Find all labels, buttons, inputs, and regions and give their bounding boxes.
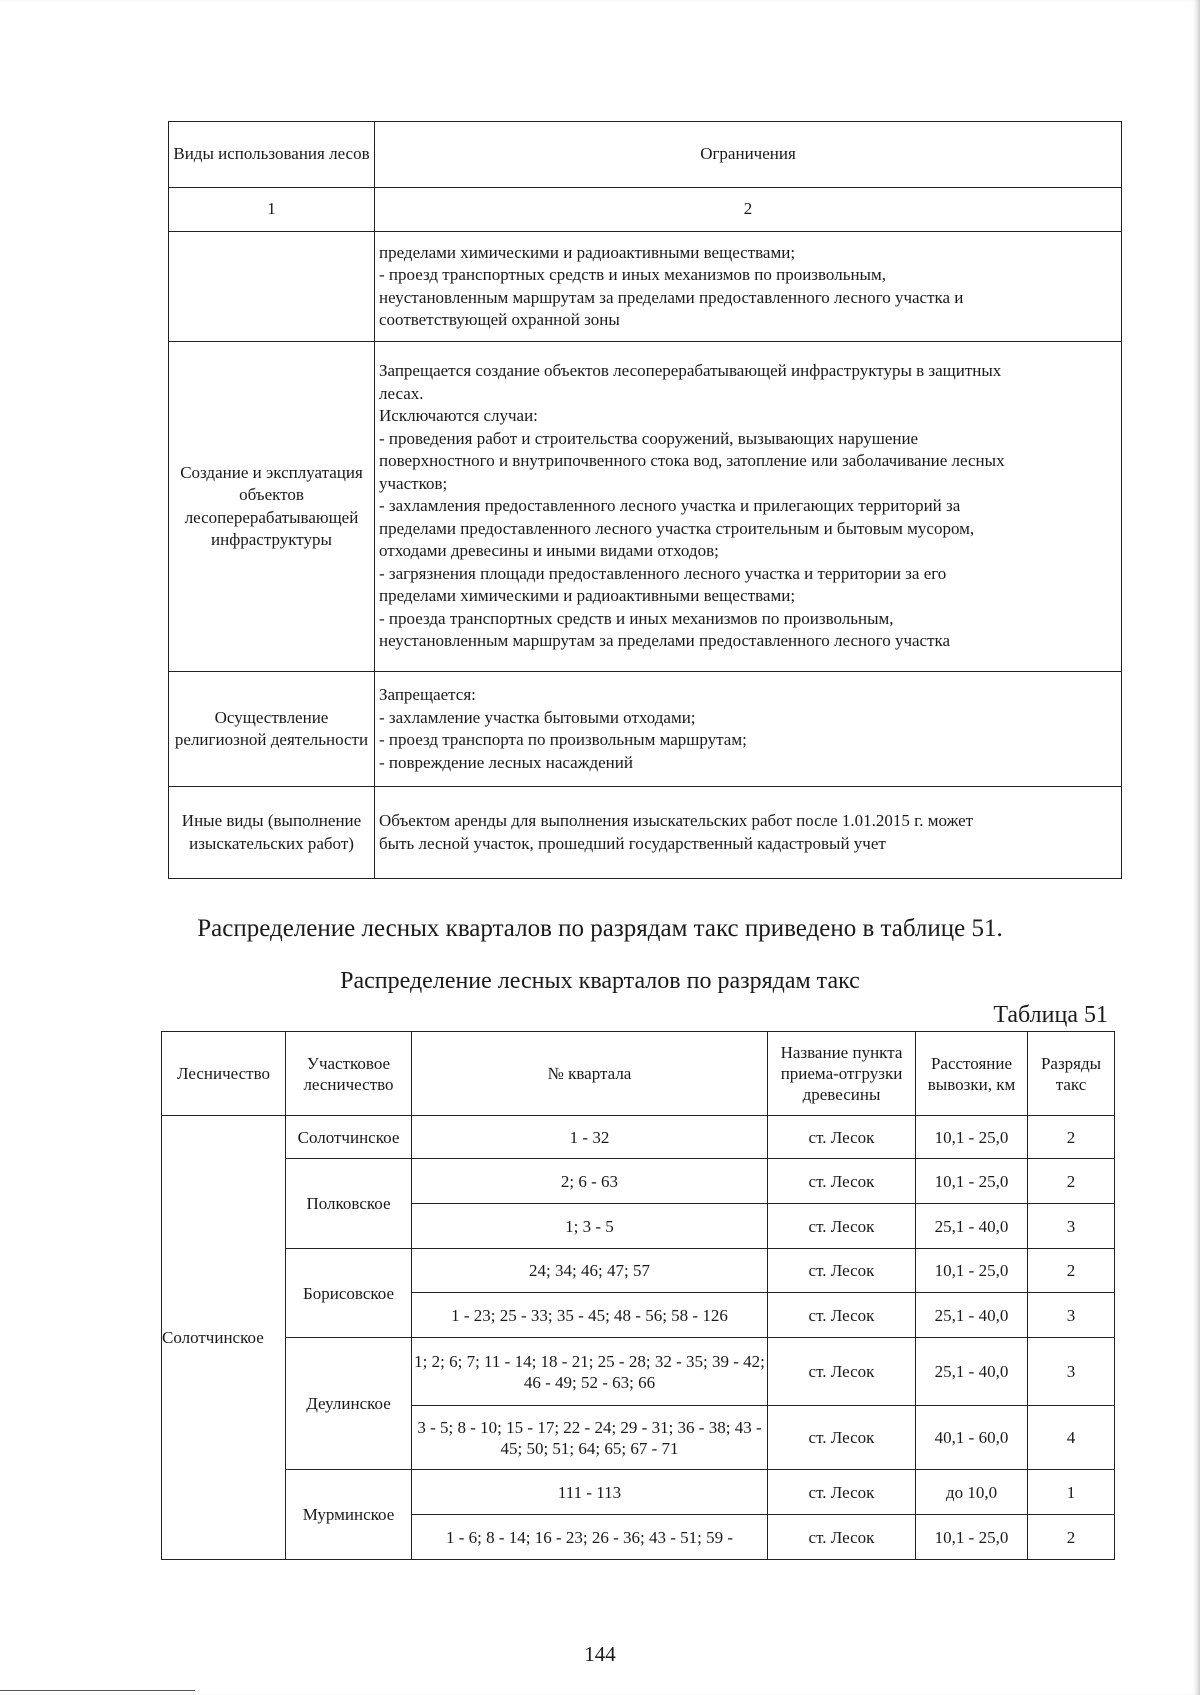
rank-cell: 3 xyxy=(1028,1293,1115,1338)
restriction-line: - проезда транспортных средств и иных механизмов по произвольным, xyxy=(379,608,894,628)
restriction-line: - проезд транспортных средств и иных механизмов по произвольным, xyxy=(379,265,886,284)
restriction-line: - захламления предоставленного лесного участка и прилегающих территорий за xyxy=(379,496,961,516)
header-tax-rank: Разряды такс xyxy=(1028,1032,1115,1116)
distance-cell: 25,1 - 40,0 xyxy=(916,1293,1028,1338)
footer-divider xyxy=(0,1690,195,1691)
distance-cell: 10,1 - 25,0 xyxy=(916,1159,1028,1204)
usage-type-cell: Создание и эксплуатация объектов лесоперерабатывающей инфраструктуры xyxy=(169,342,375,672)
header-distance: Расстояние вывозки, км xyxy=(916,1032,1028,1116)
quarters-cell: 1; 3 - 5 xyxy=(412,1204,768,1249)
tax-rank-table xyxy=(161,1031,1115,1560)
restriction-line: отходами древесины и иными видами отходов; xyxy=(379,541,719,561)
restriction-cell xyxy=(375,672,1122,787)
restriction-line: - повреждение лесных насаждений xyxy=(379,752,633,772)
forestry-cell: Солотчинское xyxy=(162,1116,286,1560)
distance-cell: 25,1 - 40,0 xyxy=(916,1338,1028,1406)
restriction-line: Запрещается создание объектов лесоперерабатывающей инфраструктуры в защитных xyxy=(379,361,1002,381)
usage-type-cell: Иные виды (выполнение изыскательских работ) xyxy=(169,787,375,879)
quarters-cell: 1; 2; 6; 7; 11 - 14; 18 - 21; 25 - 28; 32 - 35; 39 - 42; 46 - 49; 52 - 63; 66 xyxy=(412,1338,768,1406)
quarters-cell: 1 - 32 xyxy=(412,1116,768,1159)
intro-sentence: Распределение лесных кварталов по разрядам такс приведено в таблице 51. xyxy=(197,915,1003,942)
loading-point-cell: ст. Лесок xyxy=(768,1249,916,1293)
rank-cell: 2 xyxy=(1028,1515,1115,1560)
distance-cell: 40,1 - 60,0 xyxy=(916,1406,1028,1470)
table-row xyxy=(162,1249,1115,1293)
col-number-2: 2 xyxy=(375,188,1122,232)
loading-point-cell: ст. Лесок xyxy=(768,1204,916,1249)
quarters-cell: 2; 6 - 63 xyxy=(412,1159,768,1204)
quarters-cell: 1 - 6; 8 - 14; 16 - 23; 26 - 36; 43 - 51; 59 - xyxy=(412,1515,768,1560)
loading-point-cell: ст. Лесок xyxy=(768,1406,916,1470)
restriction-cell xyxy=(375,232,1122,342)
quarters-cell: 24; 34; 46; 47; 57 xyxy=(412,1249,768,1293)
rank-cell: 1 xyxy=(1028,1470,1115,1515)
usage-type-cell xyxy=(169,232,375,342)
loading-point-cell: ст. Лесок xyxy=(768,1116,916,1159)
restriction-line: участков; xyxy=(379,473,448,493)
restriction-cell xyxy=(375,787,1122,879)
usage-type-cell: Осуществление религиозной деятельности xyxy=(169,672,375,787)
header-restrictions: Ограничения xyxy=(375,122,1122,188)
header-district: Участковое лесничество xyxy=(286,1032,412,1116)
restriction-cell xyxy=(375,342,1122,672)
distance-cell: 10,1 - 25,0 xyxy=(916,1515,1028,1560)
restriction-line: Запрещается: xyxy=(379,685,476,704)
district-cell: Полковское xyxy=(286,1159,412,1249)
loading-point-cell: ст. Лесок xyxy=(768,1515,916,1560)
table-title: Распределение лесных кварталов по разрядам такс xyxy=(340,968,860,994)
district-cell: Борисовское xyxy=(286,1249,412,1338)
restriction-line: - захламление участка бытовыми отходами; xyxy=(379,707,696,727)
rank-cell: 3 xyxy=(1028,1338,1115,1406)
header-quarter-number: № квартала xyxy=(412,1032,768,1116)
restriction-line: Объектом аренды для выполнения изыскательских работ после 1.01.2015 г. может xyxy=(379,811,974,830)
table-row xyxy=(162,1159,1115,1204)
restriction-line: поверхностного и внутрипочвенного стока вод, затопление или заболачивание лесных xyxy=(379,451,1005,471)
restriction-line: пределами предоставленного лесного участка строительным и бытовым мусором, xyxy=(379,518,975,538)
quarters-cell: 3 - 5; 8 - 10; 15 - 17; 22 - 24; 29 - 31; 36 - 38; 43 - 45; 50; 51; 64; 65; 67 - 71 xyxy=(412,1406,768,1470)
table-label: Таблица 51 xyxy=(993,1002,1108,1028)
loading-point-cell: ст. Лесок xyxy=(768,1470,916,1515)
restriction-line: соответствующей охранной зоны xyxy=(379,310,620,329)
quarters-cell: 1 - 23; 25 - 33; 35 - 45; 48 - 56; 58 - 126 xyxy=(412,1293,768,1338)
rank-cell: 3 xyxy=(1028,1204,1115,1249)
loading-point-cell: ст. Лесок xyxy=(768,1338,916,1406)
rank-cell: 2 xyxy=(1028,1116,1115,1159)
restriction-line: - проведения работ и строительства сооружений, вызывающих нарушение xyxy=(379,428,919,448)
restriction-line: неустановленным маршрутам за пределами предоставленного лесного участка и xyxy=(379,287,964,307)
distance-cell: 10,1 - 25,0 xyxy=(916,1249,1028,1293)
distance-cell: 10,1 - 25,0 xyxy=(916,1116,1028,1159)
distance-cell: до 10,0 xyxy=(916,1470,1028,1515)
restriction-line: быть лесной участок, прошедший государственный кадастровый учет xyxy=(379,833,886,853)
quarters-cell: 111 - 113 xyxy=(412,1470,768,1515)
col-number-1: 1 xyxy=(169,188,375,232)
loading-point-cell: ст. Лесок xyxy=(768,1293,916,1338)
rank-cell: 2 xyxy=(1028,1159,1115,1204)
page-number: 144 xyxy=(584,1642,616,1666)
header-loading-point: Название пункта приема-отгрузки древесины xyxy=(768,1032,916,1116)
table-row xyxy=(162,1470,1115,1515)
table-row xyxy=(162,1338,1115,1406)
restriction-line: - проезд транспорта по произвольным маршрутам; xyxy=(379,730,747,749)
district-cell: Деулинское xyxy=(286,1338,412,1470)
header-usage-types: Виды использования лесов xyxy=(169,122,375,188)
table-row xyxy=(162,1116,1115,1159)
restriction-line: лесах. xyxy=(379,383,424,403)
restriction-line: - загрязнения площади предоставленного лесного участка и территории за его xyxy=(379,563,947,583)
header-forestry: Лесничество xyxy=(162,1032,286,1116)
restriction-line: пределами химическими и радиоактивными веществами; xyxy=(379,586,796,606)
restrictions-table xyxy=(168,121,1122,879)
restriction-line: неустановленным маршрутам за пределами предоставленного лесного участка xyxy=(379,631,951,651)
restriction-line: Исключаются случаи: xyxy=(379,406,538,426)
restriction-line: пределами химическими и радиоактивными веществами; xyxy=(379,242,796,262)
distance-cell: 25,1 - 40,0 xyxy=(916,1204,1028,1249)
loading-point-cell: ст. Лесок xyxy=(768,1159,916,1204)
rank-cell: 4 xyxy=(1028,1406,1115,1470)
district-cell: Солотчинское xyxy=(286,1116,412,1159)
rank-cell: 2 xyxy=(1028,1249,1115,1293)
district-cell: Мурминское xyxy=(286,1470,412,1560)
